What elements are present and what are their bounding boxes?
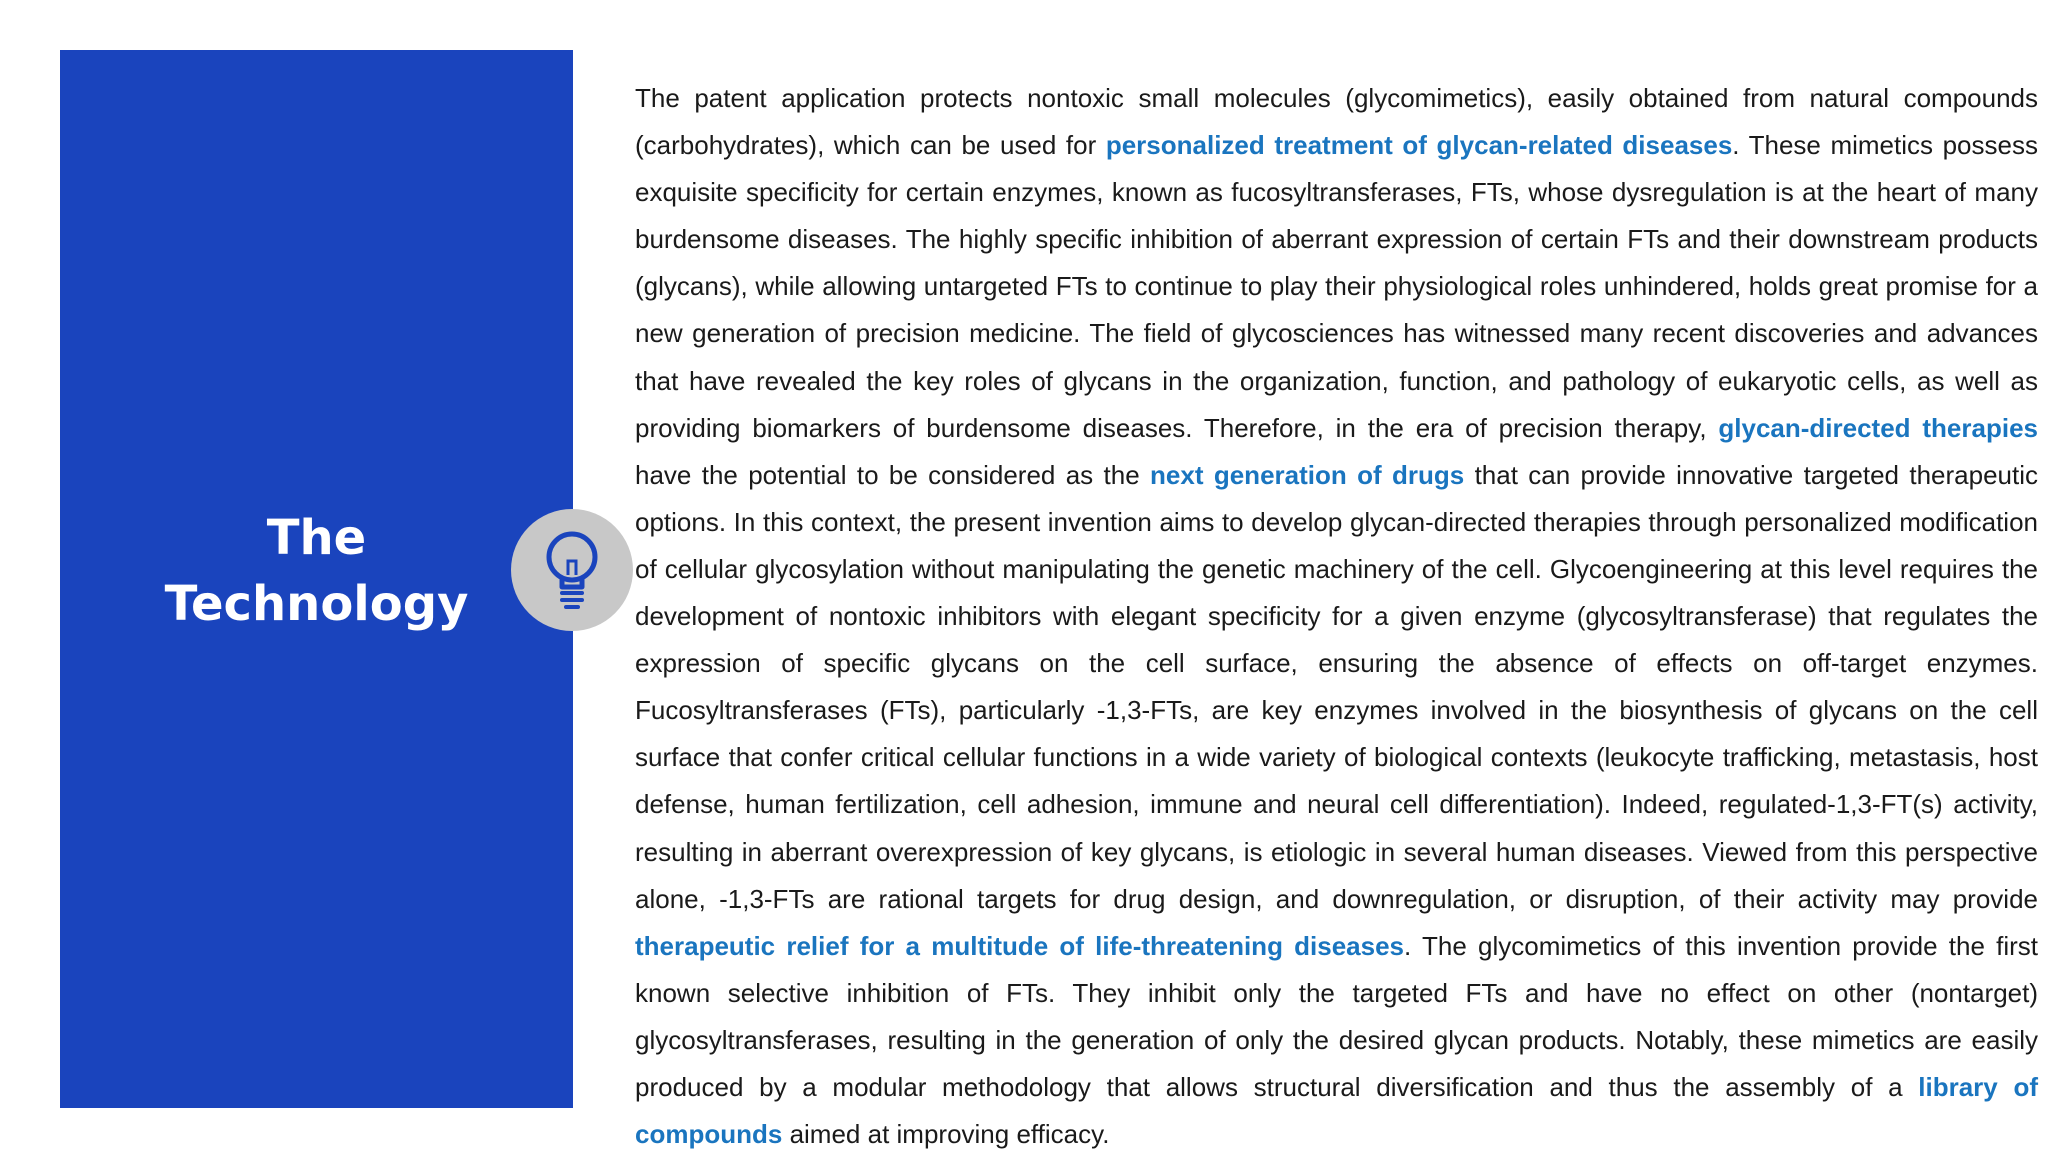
text-segment: have the potential to be considered as the <box>635 459 1151 490</box>
technology-description <box>635 75 2038 1158</box>
highlight-glycan-directed-therapies: glycan-directed therapies <box>1718 412 2038 443</box>
text-segment: aimed at improving efficacy. <box>782 1119 1110 1150</box>
highlight-personalized-treatment: personalized treatment of glycan-related diseases <box>1105 130 1733 161</box>
text-segment: The patent application protects nontoxic small molecules (glycomimetics), easily obtained from natural compounds (carbohydrates), which can be used for <box>635 83 2038 161</box>
section-title-line1: The <box>266 510 367 566</box>
text-segment: . These mimetics possess exquisite specificity for certain enzymes, known as fucosyltransferases, FTs, whose dysregulation is at the heart of many burdensome diseases. The highly specific inhibition of aberrant expression of certain FTs and their downstream products (glycans), while allowing untargeted FTs to continue to play their physiological roles unhindered, holds great promise for a new generation of precision medicine. The field of glycosciences has witnessed many recent discoveries and advances that have revealed the key roles of glycans in the organization, function, and pathology of eukaryotic cells, as well as providing biomarkers of burdensome diseases. Therefore, in the era of precision therapy, <box>635 130 2038 443</box>
highlight-therapeutic-relief: therapeutic relief for a multitude of life-threatening diseases <box>635 930 1405 961</box>
text-segment: that can provide innovative targeted therapeutic options. In this context, the present invention aims to develop glycan-directed therapies through personalized modification of cellular glycosylation without manipulating the genetic machinery of the cell. Glycoengineering at this level requires the development of nontoxic inhibitors with elegant specificity for a given enzyme (glycosyltransferase) that regulates the expression of specific glycans on the cell surface, ensuring the absence of effects on off-target enzymes. Fucosyltransferases (FTs), particularly -1,3-FTs, are key enzymes involved in the biosynthesis of glycans on the cell surface that confer critical cellular functions in a wide variety of biological contexts (leukocyte trafficking, metastasis, host defense, human fertilization, cell adhesion, immune and neural cell differentiation). Indeed, regulated-1,3-FT(s) activity, resulting in aberrant overexpression of key glycans, is etiologic in several human diseases. Viewed from this perspective alone, -1,3-FTs are rational targets for drug design, and downregulation, or disruption, of their activity may provide <box>635 459 2039 914</box>
section-title-line2: Technology <box>164 576 469 632</box>
highlight-next-generation-of-drugs: next generation of drugs <box>1150 459 1465 490</box>
lightbulb-icon <box>544 531 600 611</box>
lightbulb-icon-badge <box>511 509 633 631</box>
text-segment: . The glycomimetics of this invention provide the first known selective inhibition of FTs. They inhibit only the targeted FTs and have no effect on other (nontarget) glycosyltransferases, resulting in the generation of only the desired glycan products. Notably, these mimetics are easily produced by a modular methodology that allows structural diversification and thus the assembly of a <box>635 930 2038 1102</box>
section-title <box>60 505 573 637</box>
highlight-library-of-compounds: library of compounds <box>635 1071 2038 1150</box>
